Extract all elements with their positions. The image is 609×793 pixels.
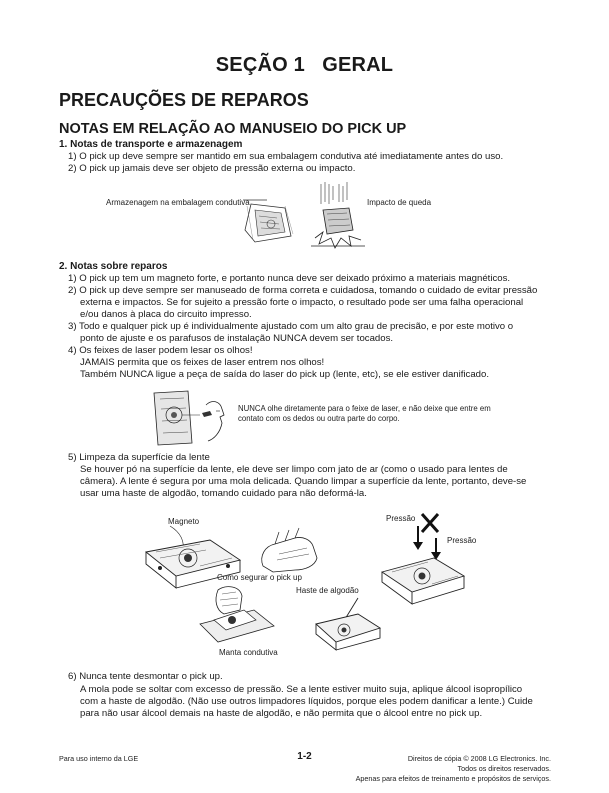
footer-rights: Todos os direitos reservados.	[457, 764, 551, 773]
repairs-item-4-line-3: Também NUNCA ligue a peça de saída do laser do pick up (lente, etc), se ele estiver danificado.	[80, 369, 490, 380]
transport-title: 1. Notas de transporte e armazenagem	[59, 139, 243, 150]
label-magnet: Magneto	[168, 517, 200, 526]
repairs-item-6-line-1: A mola pode se soltar com excesso de pressão. Se a lente estiver muito suja, aplique álcool isopropílico	[80, 684, 523, 695]
repairs-item-3-line-2: ponto de ajuste e os parafusos de instalação NUNCA devem ser tocados.	[80, 333, 394, 344]
laser-note-line-1: NUNCA olhe diretamente para o feixe de laser, e não deixe que entre em	[238, 404, 491, 413]
label-pressure-2: Pressão	[447, 536, 477, 545]
page-subheading: NOTAS EM RELAÇÃO AO MANUSEIO DO PICK UP	[59, 121, 407, 137]
transport-item-1: 1) O pick up deve sempre ser mantido em sua embalagem condutiva até imediatamente antes do uso.	[68, 151, 504, 162]
label-hold: Como segurar o pick up	[217, 573, 302, 582]
conductive-mat-illustration	[196, 580, 276, 644]
laser-note-line-2: contato com os dedos ou outra parte do corpo.	[238, 414, 400, 423]
repairs-title: 2. Notas sobre reparos	[59, 261, 168, 272]
repairs-item-1: 1) O pick up tem um magneto forte, e portanto nunca deve ser deixado próximo a materiais magnéticos.	[68, 273, 511, 284]
repairs-item-6-line-2: com a haste de algodão. (Não use outros limpadores líquidos, porque eles podem danificar a lente.) Cuide	[80, 696, 533, 707]
repairs-item-5-title: 5) Limpeza da superfície da lente	[68, 452, 210, 463]
section-title: SEÇÃO 1 GERAL	[215, 54, 394, 76]
footer-internal-use: Para uso interno da LGE	[59, 754, 139, 763]
page-heading: PRECAUÇÕES DE REPAROS	[59, 90, 309, 110]
hand-holding-illustration	[255, 526, 323, 574]
label-mat: Manta condutiva	[219, 648, 278, 657]
repairs-item-2-line-2: externa e impactos. Se for sujeito a pressão forte o impacto, o resultado pode ser uma falha operacional	[80, 297, 524, 308]
label-swab: Haste de algodão	[296, 586, 359, 595]
footer-purpose: Apenas para efeitos de treinamento e propósitos de serviços.	[355, 774, 551, 783]
caption-storage: Armazenagem na embalagem condutiva	[106, 198, 250, 207]
repairs-item-5-line-3: usar uma haste de algodão, tomando cuidado para não deformá-la.	[80, 488, 367, 499]
repairs-item-4-line-2: JAMAIS permita que os feixes de laser entrem nos olhos!	[80, 357, 325, 368]
repairs-item-5-line-1: Se houver pó na superfície da lente, ele deve ser limpo com jato de ar (como o usado para lentes de	[80, 464, 508, 475]
page-number: 1-2	[297, 751, 312, 762]
repairs-item-2-line-1: 2) O pick up deve sempre ser manuseado de forma correta e cuidadosa, tomando o cuidado de evitar pressão	[68, 285, 538, 296]
repairs-item-4-line-1: 4) Os feixes de laser podem lesar os olhos!	[68, 345, 253, 356]
repairs-item-3-line-1: 3) Todo e qualquer pick up é individualmente ajustado com um alto grau de precisão, e por este motivo o	[68, 321, 514, 332]
drop-impact-illustration	[309, 180, 367, 250]
transport-item-2: 2) O pick up jamais deve ser objeto de pressão externa ou impacto.	[68, 163, 356, 174]
repairs-item-6-line-3: para não usar álcool demais na haste de algodão, e não permita que o álcool entre no pick up.	[80, 708, 483, 719]
repairs-item-6-title: 6) Nunca tente desmontar o pick up.	[68, 671, 223, 682]
caption-impact: Impacto de queda	[367, 198, 432, 207]
footer-copyright: Direitos de cópia © 2008 LG Electronics. Inc.	[407, 754, 551, 763]
storage-bag-illustration	[233, 186, 303, 246]
repairs-item-2-line-3: e/ou danos à placa do circuito impresso.	[80, 309, 252, 320]
label-pressure-1: Pressão	[386, 514, 416, 523]
laser-eye-illustration	[146, 389, 236, 447]
repairs-item-5-line-2: câmera). A lente é segura por uma mola delicada. Quando limpar a superfície da lente, portanto, deve-se	[80, 476, 527, 487]
pressure-warning-illustration	[372, 508, 482, 608]
